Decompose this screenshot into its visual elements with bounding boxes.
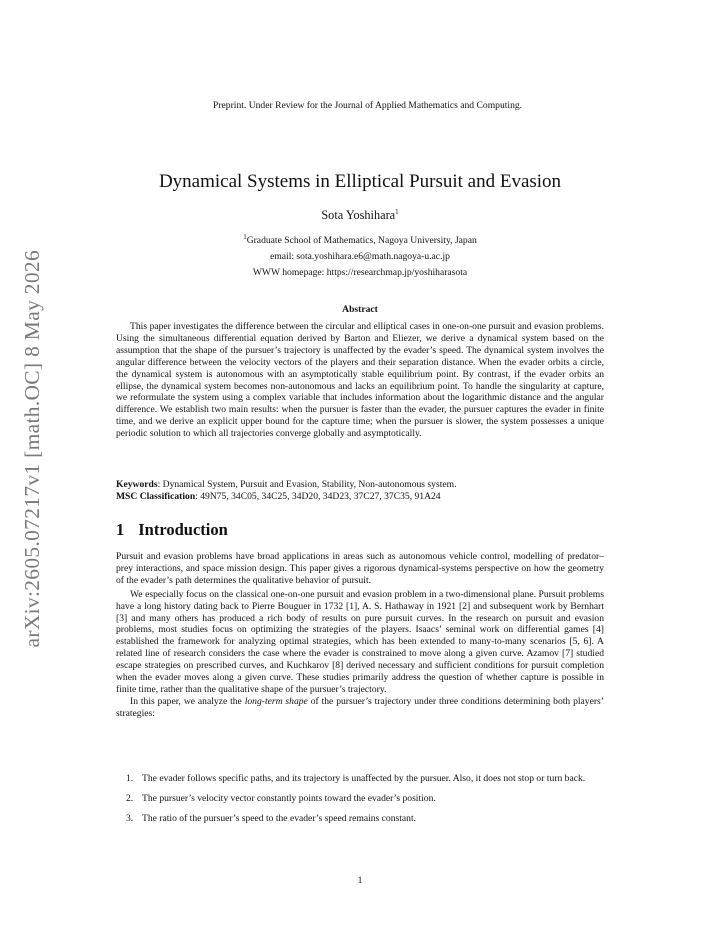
author-affiliation-mark: 1 [395, 208, 399, 216]
author-line [100, 208, 620, 223]
keywords-label: Keywords [116, 479, 158, 490]
list-item-text: The ratio of the pursuer’s speed to the evader’s speed remains constant. [142, 812, 417, 824]
intro-p3-start: In this paper, we analyze the [130, 695, 245, 707]
section-title: Introduction [138, 520, 228, 539]
list-item-text: The evader follows specific paths, and its trajectory is unaffected by the pursuer. Also, it does not stop or turn back. [142, 773, 586, 784]
affiliation-mark: 1 [243, 233, 247, 241]
list-item [116, 773, 604, 785]
intro-p3-end: of the pursuer’s trajectory under three conditions determining both players’ strategies: [116, 695, 604, 719]
intro-p3-emphasis: long-term shape [244, 695, 308, 707]
introduction-body [116, 551, 604, 720]
preprint-note: Preprint. Under Review for the Journal of Applied Mathematics and Computing. [213, 100, 523, 111]
abstract-heading: Abstract [342, 304, 378, 315]
intro-paragraph-3 [116, 696, 604, 720]
list-item-number: 1. [126, 773, 134, 784]
msc-text: : 49N75, 34C05, 34C25, 34D20, 34D23, 37C27, 37C35, 91A24 [195, 491, 441, 502]
keywords-line [116, 479, 604, 491]
affiliation-line [100, 229, 620, 249]
author-homepage[interactable]: WWW homepage: https://researchmap.jp/yoshiharasota [252, 267, 468, 279]
section-heading [116, 520, 228, 540]
affiliation-text: Graduate School of Mathematics, Nagoya University, Japan [246, 235, 477, 247]
list-item [116, 793, 604, 805]
abstract-text: This paper investigates the difference between the circular and elliptical cases in one-on-one pursuit and evasion problems. Using the simultaneous differential equation derived by Barton and Eliezer, we derive a dynamical system based on the assumption that the shape of the pursuer’s trajectory is unaffected by the evader’s speed. The dynamical system involves the angular difference between the velocity vectors of the players and their separation distance. When the evader orbits a circle, the dynamical system is autonomous with an asymptotically stable equilibrium point. By contrast, if the evader orbits an ellipse, the dynamical system becomes non-autonomous and lacks an equilibrium point. To handle the singularity at capture, we reformulate the system using a complex variable that includes information about the logarithmic distance and the angular difference. We establish two main results: when the pursuer is faster than the evader, the pursuer captures the evader in finite time, and we derive an explicit upper bound for the capture time; when the pursuer is slower, the system possesses a unique periodic solution to which all trajectories converge globally and asymptotically. [116, 321, 604, 440]
intro-paragraph-1: Pursuit and evasion problems have broad applications in areas such as autonomous vehicle control, modelling of predator–prey interactions, and space mission design. This paper gives a rigorous dynamical-systems perspective on how the geometry of the evader’s path determines the qualitative behavior of pursuit. [116, 551, 604, 586]
list-item [116, 813, 604, 825]
intro-paragraph-2: We especially focus on the classical one-on-one pursuit and evasion problem in a two-dimensional plane. Pursuit problems have a long history dating back to Pierre Bouguer in 1732 [1], A. S. Hathaway in 1921 [2] and subsequent work by Bernhart [3] and many others has produced a rich body of results on pure pursuit curves. In the research on pursuit and evasion problems, most studies focus on optimizing the strategies of the players. Isaacs’ seminal work on differential games [4] established the framework for analyzing optimal strategies, which has been extended to many-to-many scenarios [5, 6]. A related line of research considers the case where the evader is constrained to move along a given curve. Azamov [7] studied escape strategies on prescribed curves, and Kuchkarov [8] derived necessary and sufficient conditions for pursuit completion when the evader moves along a given curve. These studies primarily address the question of whether capture is possible in finite time, rather than the qualitative shape of the pursuer’s trajectory. [116, 588, 604, 695]
page-number: 1 [357, 875, 363, 886]
arxiv-identifier-stamp [18, 250, 46, 650]
paper-title: Dynamical Systems in Elliptical Pursuit and Evasion [158, 171, 562, 192]
list-item-number: 3. [126, 812, 134, 824]
keywords-text: : Dynamical System, Pursuit and Evasion, Stability, Non-autonomous system. [157, 479, 457, 490]
section-number: 1 [116, 520, 125, 539]
author-name: Sota Yoshihara [321, 208, 396, 223]
abstract-body [116, 321, 604, 440]
conditions-list [116, 773, 604, 833]
author-email[interactable]: email: sota.yoshihara.e6@math.nagoya-u.ac.jp [270, 251, 450, 263]
arxiv-identifier-text: arXiv:2605.07217v1 [math.OC] 8 May 2026 [20, 250, 44, 648]
list-item-number: 2. [126, 792, 134, 804]
list-item-text: The pursuer’s velocity vector constantly points toward the evader’s position. [142, 792, 436, 804]
affiliation-block [100, 229, 620, 281]
msc-line [116, 491, 604, 503]
msc-label: MSC Classification [116, 491, 196, 502]
